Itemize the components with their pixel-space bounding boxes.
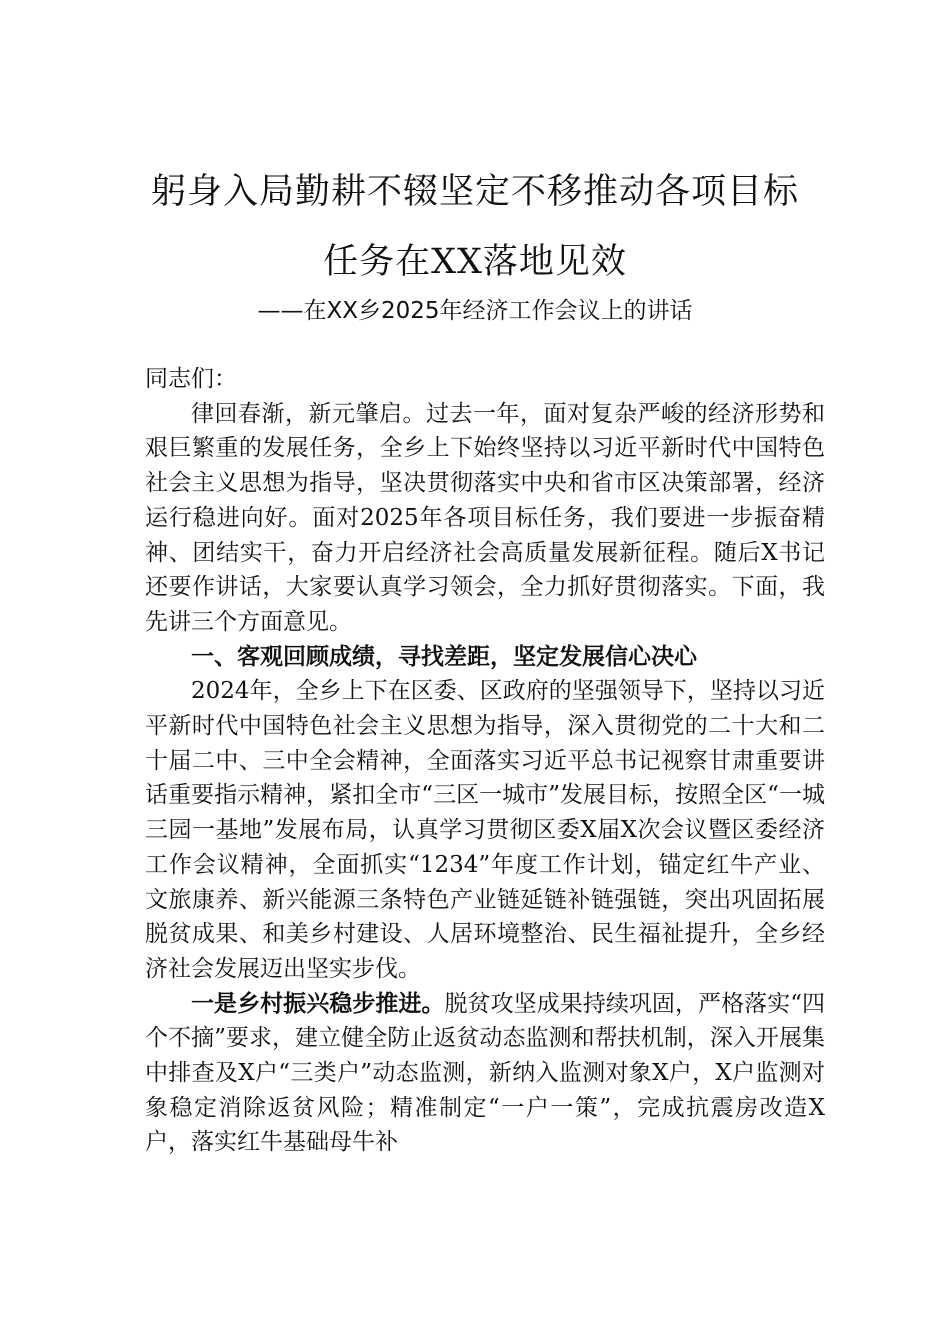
document-title-line-2: 任务在XX落地见效 <box>323 242 627 282</box>
point-1-lead: 一是乡村振兴稳步推进。 <box>191 989 445 1017</box>
intro-paragraph: 律回春渐，新元肇启。过去一年，面对复杂严峻的经济形势和艰巨繁重的发展任务，全乡上下始终坚持以习近平新时代中国特色社会主义思想为指导，坚决贯彻落实中央和省市区决策部署，经济运行稳进向好。面对2025年各项目标任务，我们要进一步振奋精神、团结实干，奋力开启经济社会高质量发展新征程。随后X书记还要作讲话，大家要认真学习领会，全力抓好贯彻落实。下面，我先讲三个方面意见。 <box>145 400 825 635</box>
document-subtitle: ——在XX乡2025年经济工作会议上的讲话 <box>257 298 693 324</box>
document-title-line-1: 躬身入局勤耕不辍坚定不移推动各项目标 <box>150 172 799 212</box>
salutation: 同志们： <box>145 366 237 392</box>
point-1-body: 脱贫攻坚成果持续巩固，严格落实“四个不摘”要求，建立健全防止返贫动态监测和帮扶机制，深入开展集中排查及X户“三类户”动态监测，新纳入监测对象X户，X户监测对象稳定消除返贫风险；精准制定“一户一策”，完成抗震房改造X户，落实红牛基础母牛补 <box>145 990 826 1156</box>
section-1-paragraph: 2024年，全乡上下在区委、区政府的坚强领导下，坚持以习近平新时代中国特色社会主义思想为指导，深入贯彻党的二十大和二十届二中、三中全会精神，全面落实习近平总书记视察甘肃重要讲话重要指示精神，紧扣全市“三区一城市”发展目标，按照全区“一城三园一基地”发展布局，认真学习贯彻区委X届X次会议暨区委经济工作会议精神，全面抓实“1234”年度工作计划，锚定红牛产业、文旅康养、新兴能源三条特色产业链延链补链强链，突出巩固拓展脱贫成果、和美乡村建设、人居环境整治、民生福祉提升，全乡经济社会发展迈出坚实步伐。 <box>145 678 825 982</box>
section-1-heading: 一、客观回顾成绩，寻找差距，坚定发展信心决心 <box>191 643 697 670</box>
point-1-paragraph <box>145 987 825 1161</box>
document-body <box>145 362 825 1160</box>
